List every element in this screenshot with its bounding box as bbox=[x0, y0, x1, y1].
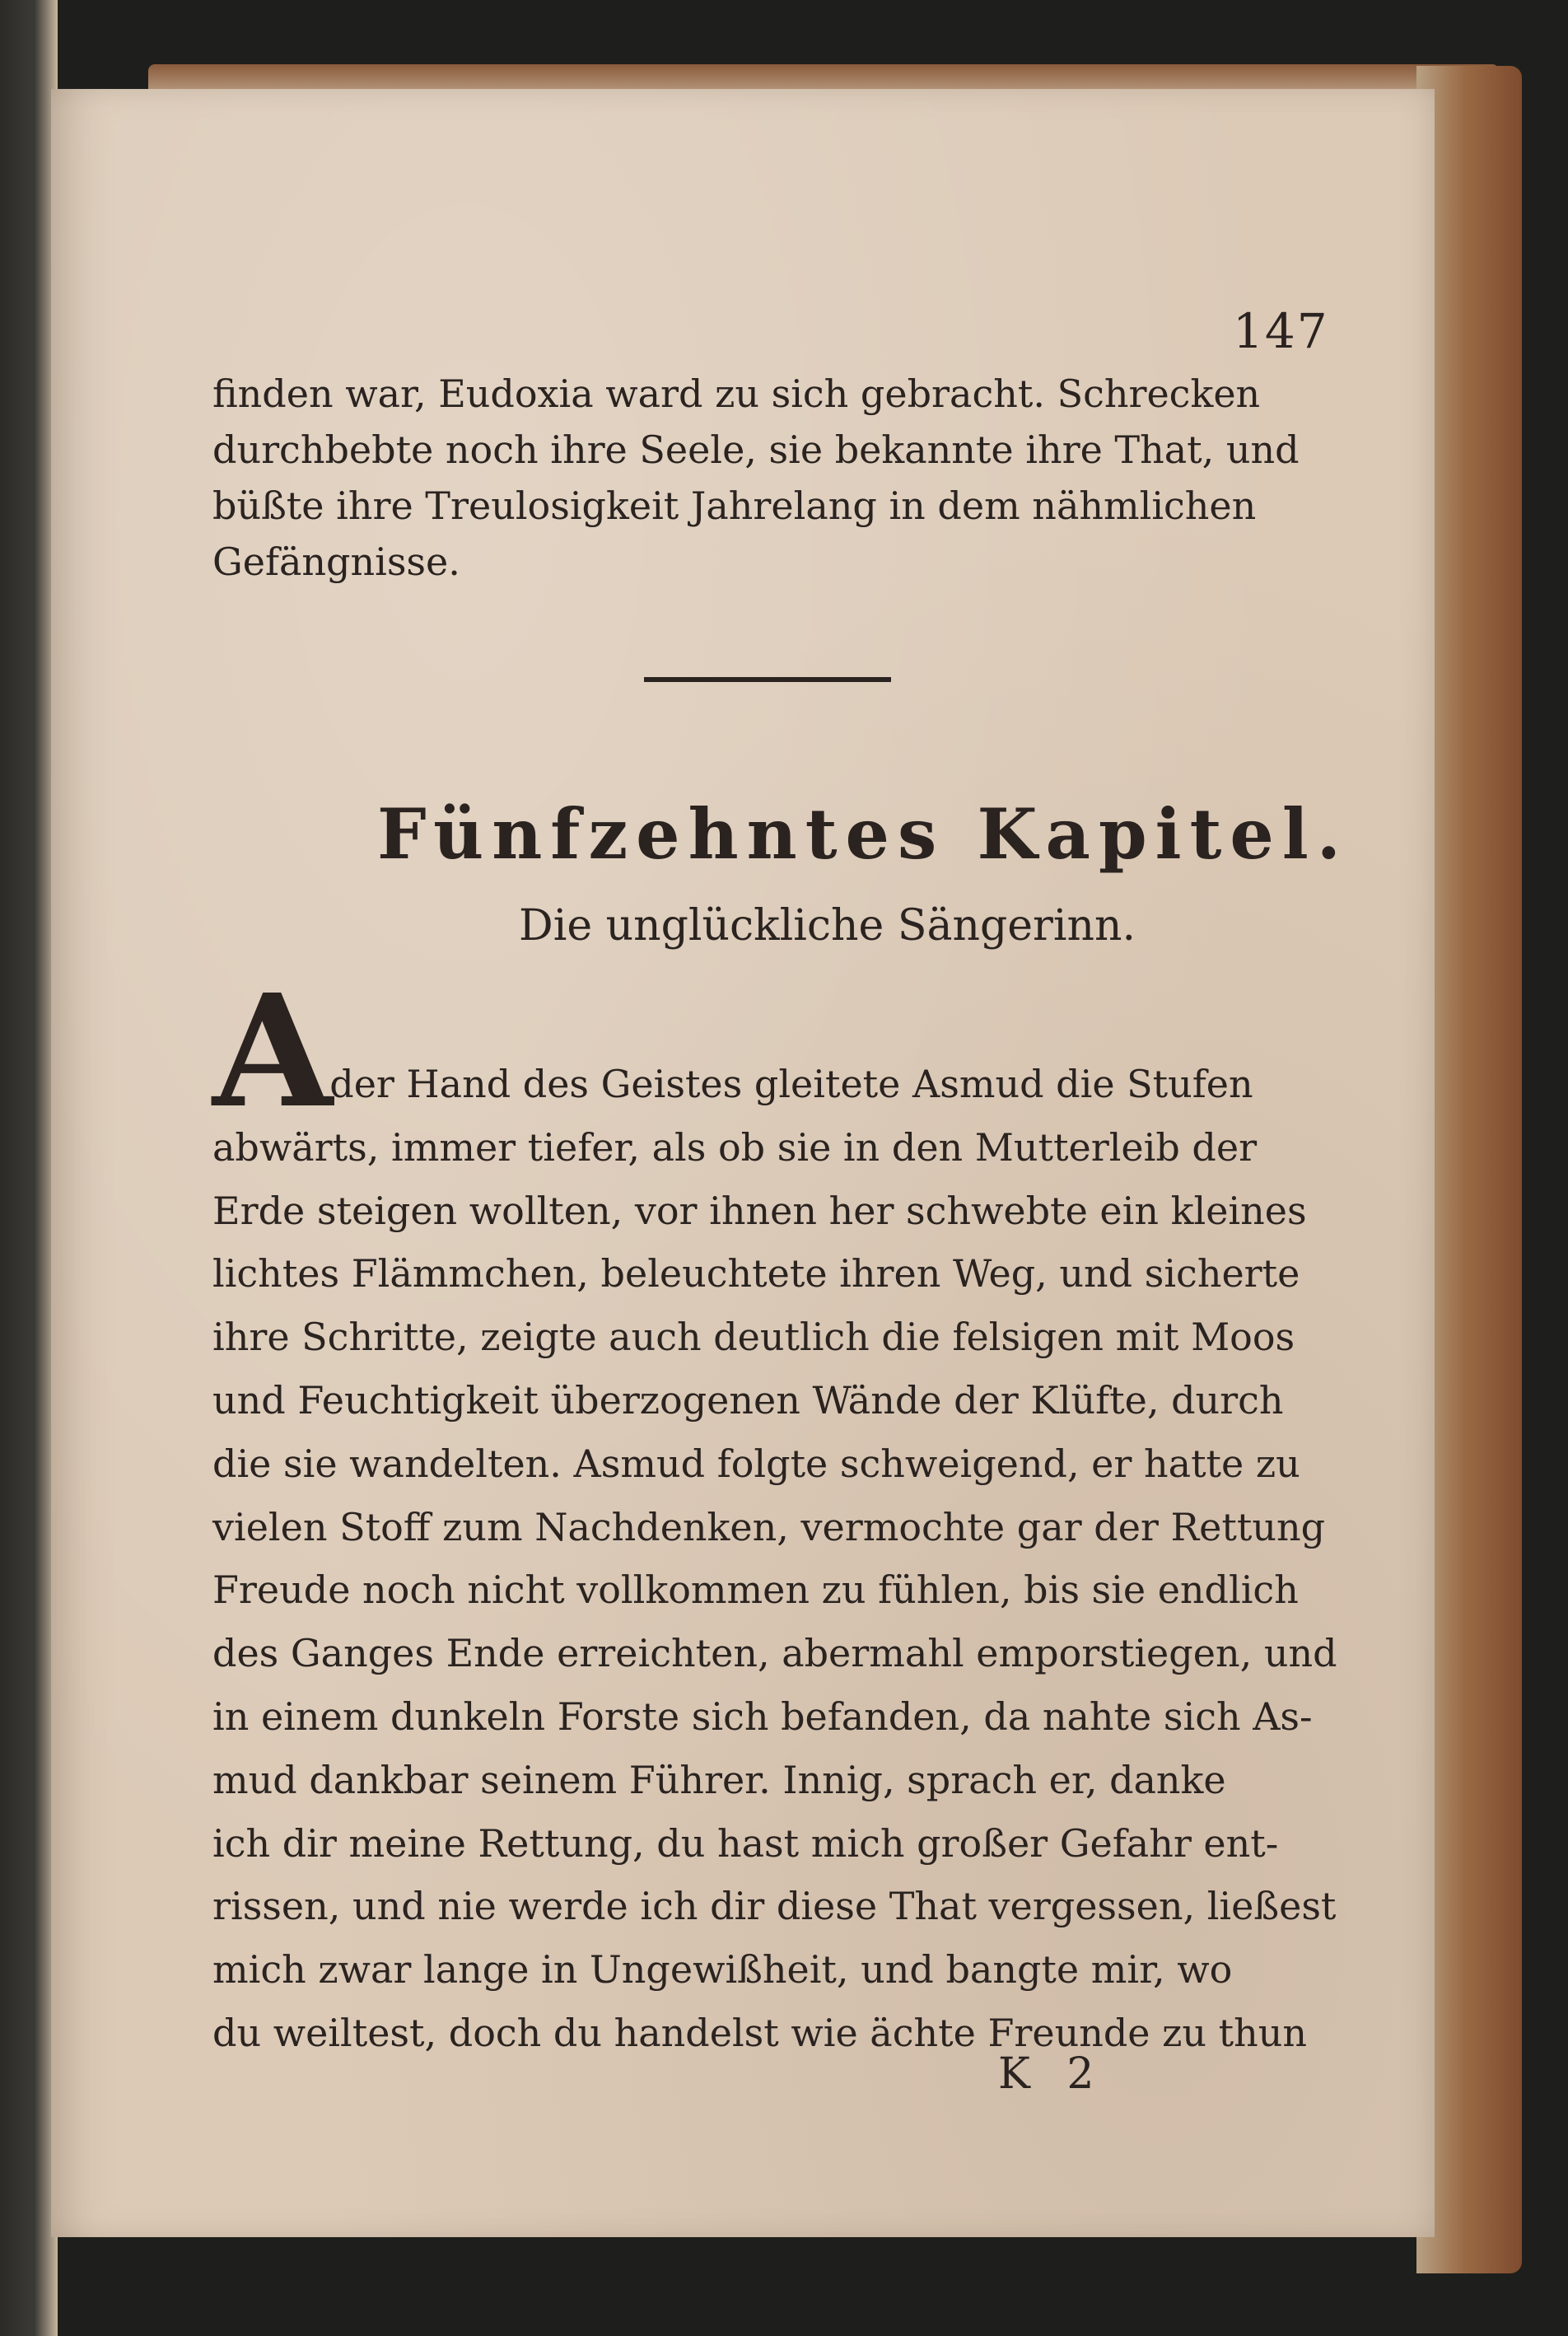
book-cover-left bbox=[0, 0, 58, 2336]
text-line: lichtes Flämmchen, beleuchtete ihren Weg, und sicherte bbox=[212, 1251, 1300, 1296]
chapter-title: Fünfzehntes Kapitel. bbox=[377, 793, 1349, 875]
text-line: vielen Stoff zum Nachdenken, vermochte gar der Rettung bbox=[212, 1504, 1326, 1549]
text-line: rissen, und nie werde ich dir diese That vergessen, ließest bbox=[212, 1884, 1337, 1929]
text-line: in einem dunkeln Forste sich befanden, da nahte sich As- bbox=[212, 1694, 1313, 1739]
text-line: durchbebte noch ihre Seele, sie bekannte ihre That, und bbox=[212, 427, 1300, 472]
text-line: du weiltest, doch du handelst wie ächte Freunde zu thun bbox=[212, 2010, 1307, 2055]
text-line: die sie wandelten. Asmud folgte schweigend, er hatte zu bbox=[212, 1441, 1300, 1486]
book-page bbox=[51, 89, 1435, 2237]
text-line: und Feuchtigkeit überzogenen Wände der Klüfte, durch bbox=[212, 1377, 1284, 1423]
signature-mark: K 2 bbox=[998, 2049, 1106, 2099]
text-line: Freude noch nicht vollkommen zu fühlen, bis sie endlich bbox=[212, 1567, 1299, 1613]
chapter-subtitle: Die unglückliche Sängerinn. bbox=[519, 901, 1136, 951]
page-number: 147 bbox=[1233, 303, 1329, 359]
text-line: abwärts, immer tiefer, als ob sie in den Mutterleib der bbox=[212, 1124, 1258, 1170]
text-line: ich dir meine Rettung, du hast mich großer Gefahr ent- bbox=[212, 1820, 1279, 1866]
text-line: n der Hand des Geistes gleitete Asmud die Stufen bbox=[293, 1062, 1253, 1106]
section-divider bbox=[644, 677, 891, 682]
text-line: mud dankbar seinem Führer. Innig, sprach er, danke bbox=[212, 1757, 1226, 1802]
text-line: büßte ihre Treulosigkeit Jahrelang in dem nähmlichen bbox=[212, 484, 1257, 528]
paragraph-top bbox=[212, 366, 1300, 590]
text-line: ihre Schritte, zeigte auch deutlich die felsigen mit Moos bbox=[212, 1315, 1295, 1360]
paragraph-main bbox=[212, 1053, 1337, 2065]
text-line: finden war, Eudoxia ward zu sich gebracht. Schrecken bbox=[212, 371, 1261, 416]
text-line: des Ganges Ende erreichten, abermahl emporstiegen, und bbox=[212, 1631, 1337, 1676]
text-line: Gefängnisse. bbox=[212, 540, 460, 584]
text-line: mich zwar lange in Ungewißheit, und bangte mir, wo bbox=[212, 1947, 1233, 1993]
drop-cap: A bbox=[212, 960, 333, 1142]
text-line: Erde steigen wollten, vor ihnen her schwebte ein kleines bbox=[212, 1188, 1307, 1233]
